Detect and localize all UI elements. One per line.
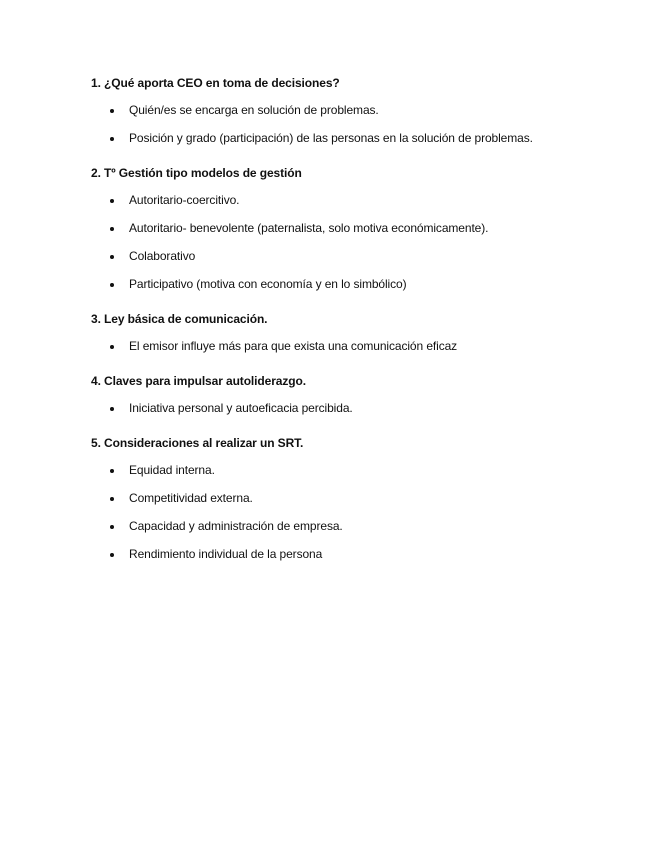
list-item [91,547,631,562]
list-item [91,401,631,416]
list-item [91,193,631,208]
section-title: 5. Consideraciones al realizar un SRT. [91,436,304,450]
list-item [91,103,631,118]
section-title: 3. Ley básica de comunicación. [91,312,268,326]
list-item [91,491,631,506]
list-item-text: El emisor influye más para que exista una comunicación eficaz [129,339,458,353]
list-item-text: Posición y grado (participación) de las personas en la solución de problemas. [129,131,533,145]
section-2 [91,166,631,292]
list-item-text: Competitividad externa. [129,491,253,505]
list-item [91,463,631,478]
document-content [91,76,631,582]
bullet-list [91,339,631,354]
section-1 [91,76,631,146]
bullet-icon [110,553,114,557]
list-item-text: Iniciativa personal y autoeficacia percibida. [129,401,353,415]
list-item [91,277,631,292]
section-4 [91,374,631,416]
section-title: 4. Claves para impulsar autoliderazgo. [91,374,306,388]
list-item [91,131,631,146]
bullet-icon [110,109,114,113]
section-5 [91,436,631,562]
bullet-icon [110,525,114,529]
list-item-text: Autoritario- benevolente (paternalista, solo motiva económicamente). [129,221,489,235]
list-item-text: Equidad interna. [129,463,215,477]
bullet-icon [110,199,114,203]
bullet-list [91,463,631,562]
bullet-list [91,401,631,416]
list-item-text: Quién/es se encarga en solución de problemas. [129,103,379,117]
list-item-text: Autoritario-coercitivo. [129,193,240,207]
bullet-list [91,103,631,146]
section-3 [91,312,631,354]
bullet-icon [110,227,114,231]
bullet-icon [110,407,114,411]
bullet-icon [110,283,114,287]
list-item-text: Capacidad y administración de empresa. [129,519,343,533]
list-item-text: Participativo (motiva con economía y en lo simbólico) [129,277,407,291]
list-item [91,339,631,354]
section-title: 2. Tº Gestión tipo modelos de gestión [91,166,302,180]
list-item [91,221,631,236]
list-item [91,249,631,264]
list-item-text: Colaborativo [129,249,196,263]
bullet-icon [110,345,114,349]
bullet-icon [110,137,114,141]
bullet-list [91,193,631,292]
bullet-icon [110,497,114,501]
bullet-icon [110,255,114,259]
list-item-text: Rendimiento individual de la persona [129,547,323,561]
list-item [91,519,631,534]
bullet-icon [110,469,114,473]
section-title: 1. ¿Qué aporta CEO en toma de decisiones? [91,76,340,90]
